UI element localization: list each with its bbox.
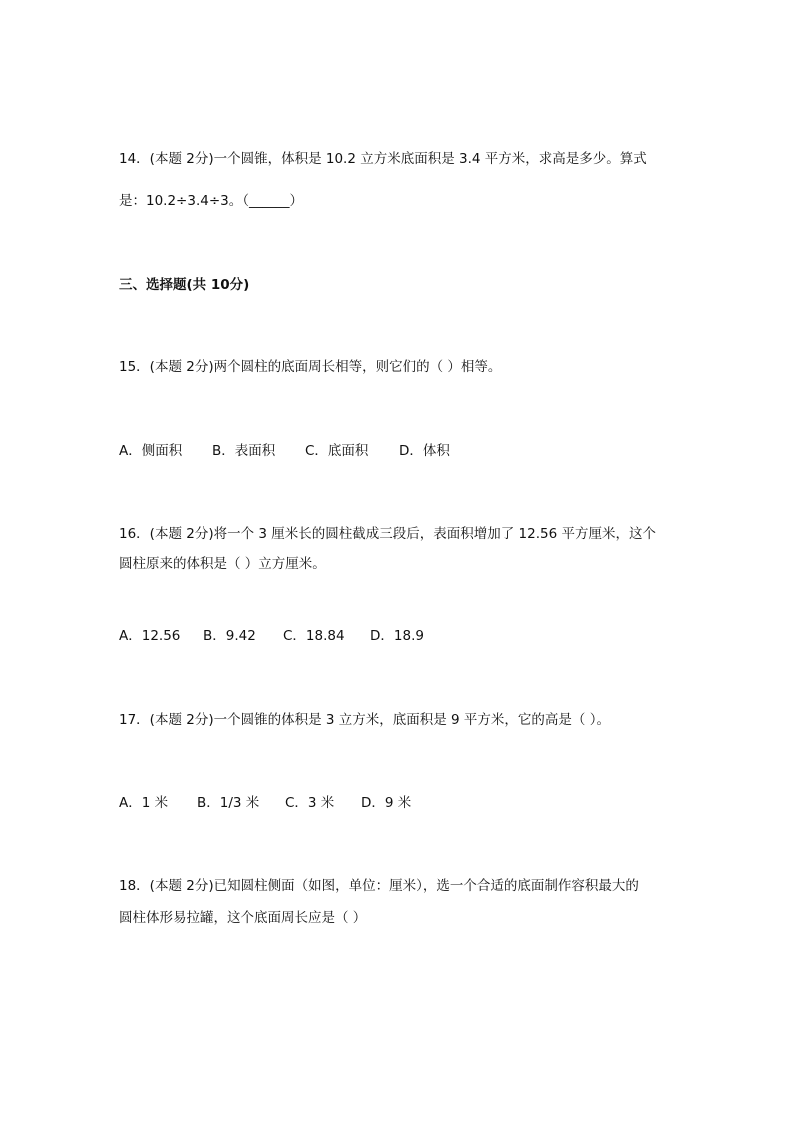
- option-b[interactable]: B．9.42: [203, 628, 256, 644]
- question-15-options: [119, 442, 450, 460]
- option-c[interactable]: C．18.84: [283, 628, 345, 644]
- question-14-line-2: 是：10.2÷3.4÷3。（______）: [119, 193, 303, 209]
- option-d[interactable]: D．18.9: [370, 628, 424, 644]
- option-c[interactable]: C．3 米: [285, 795, 335, 811]
- section-heading: 三、选择题(共 10分): [119, 277, 250, 293]
- question-18-line-1: 18．(本题 2分)已知圆柱侧面（如图，单位：厘米），选一个合适的底面制作容积最大的: [119, 878, 639, 894]
- option-b[interactable]: B．1/3 米: [197, 795, 260, 811]
- option-a[interactable]: A．侧面积: [119, 443, 183, 459]
- question-14-line-1: 14．(本题 2分)一个圆锥，体积是 10.2 立方米底面积是 3.4 平方米，求高是多少。算式: [119, 151, 647, 167]
- option-a[interactable]: A．1 米: [119, 795, 169, 811]
- question-17-stem: 17．(本题 2分)一个圆锥的体积是 3 立方米，底面积是 9 平方米，它的高是（ ）。: [119, 712, 610, 728]
- option-c[interactable]: C．底面积: [305, 443, 369, 459]
- question-18-line-2: 圆柱体形易拉罐，这个底面周长应是（ ）: [119, 910, 367, 926]
- question-16-line-2: 圆柱原来的体积是（ ）立方厘米。: [119, 556, 326, 572]
- question-16-options: [119, 627, 424, 645]
- question-16-line-1: 16．(本题 2分)将一个 3 厘米长的圆柱截成三段后，表面积增加了 12.56 平方厘米，这个: [119, 526, 656, 542]
- question-15-stem: 15．(本题 2分)两个圆柱的底面周长相等，则它们的（ ）相等。: [119, 359, 502, 375]
- option-a[interactable]: A．12.56: [119, 628, 181, 644]
- option-d[interactable]: D．9 米: [361, 795, 412, 811]
- question-17-options: [119, 794, 411, 812]
- option-b[interactable]: B．表面积: [212, 443, 276, 459]
- option-d[interactable]: D．体积: [399, 443, 450, 459]
